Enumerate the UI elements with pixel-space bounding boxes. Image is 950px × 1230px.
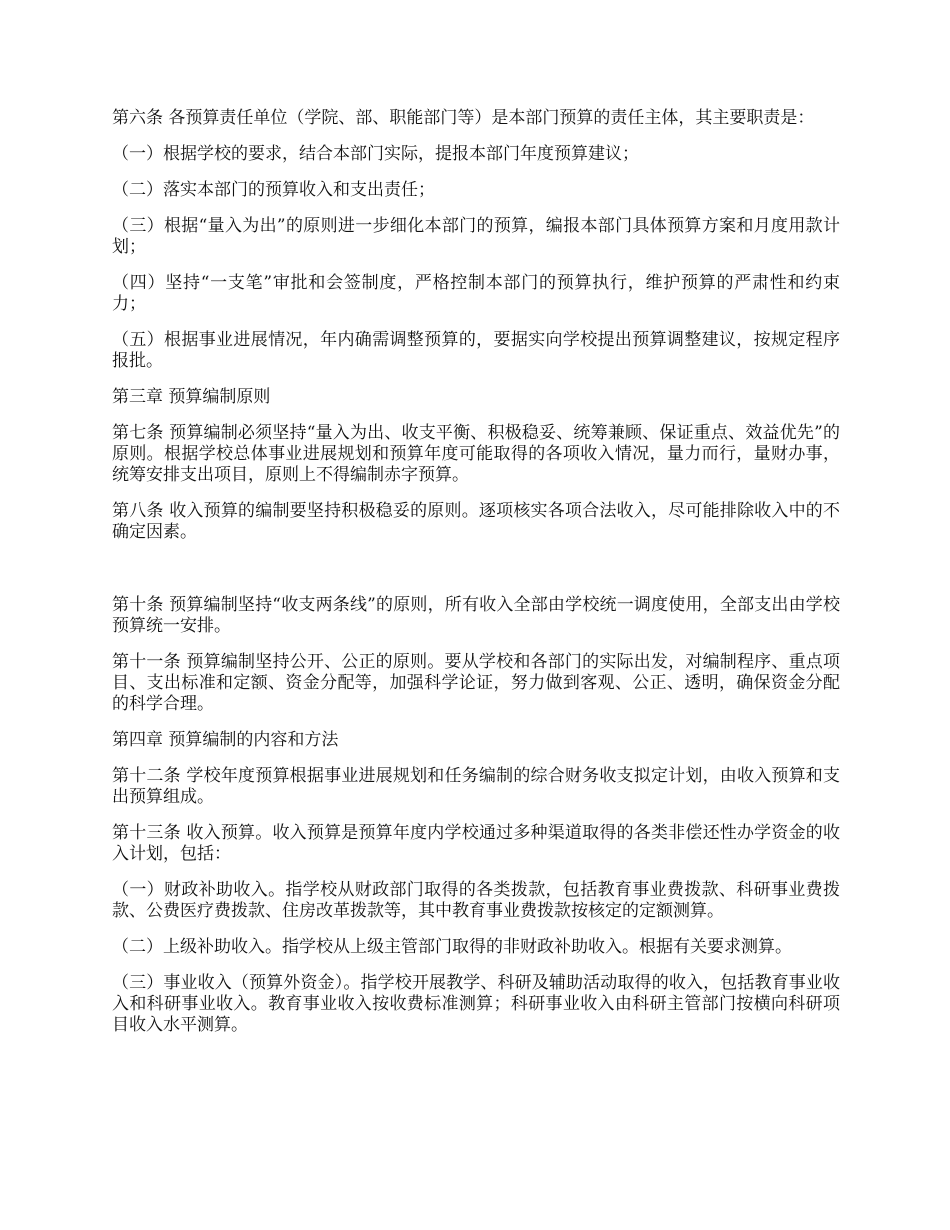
article-13-item-1: （一）财政补助收入。指学校从财政部门取得的各类拨款，包括教育事业费拨款、科研事业费拨款、公费医疗费拨款、住房改革拨款等，其中教育事业费拨款按核定的定额测算。	[112, 880, 840, 921]
article-6-item-4: （四）坚持“一支笔”审批和会签制度，严格控制本部门的预算执行，维护预算的严肃性和约束力；	[112, 273, 840, 314]
article-6-item-3: （三）根据“量入为出”的原则进一步细化本部门的预算，编报本部门具体预算方案和月度用款计划；	[112, 216, 840, 257]
article-12-paragraph: 第十二条 学校年度预算根据事业进展规划和任务编制的综合财务收支拟定计划，由收入预算和支出预算组成。	[112, 766, 840, 807]
blank-gap	[112, 558, 840, 595]
article-6-paragraph: 第六条 各预算责任单位（学院、部、职能部门等）是本部门预算的责任主体，其主要职责是：	[112, 108, 815, 128]
article-13-item-3: （三）事业收入（预算外资金）。指学校开展教学、科研及辅助活动取得的收入，包括教育事业收入和科研事业收入。教育事业收入按收费标准测算；科研事业收入由科研主管部门按横向科研项目收入水平测算。	[112, 973, 840, 1035]
article-10-paragraph: 第十条 预算编制坚持“收支两条线”的原则，所有收入全部由学校统一调度使用，全部支出由学校预算统一安排。	[112, 595, 840, 636]
article-13-paragraph: 第十三条 收入预算。收入预算是预算年度内学校通过多种渠道取得的各类非偿还性办学资金的收入计划，包括：	[112, 823, 840, 864]
article-7-paragraph: 第七条 预算编制必须坚持“量入为出、收支平衡、积极稳妥、统筹兼顾、保证重点、效益优先”的原则。根据学校总体事业进展规划和预算年度可能取得的各项收入情况，量力而行，量财办事，统筹安排支出项目，原则上不得编制赤字预算。	[112, 423, 840, 485]
article-8-paragraph: 第八条 收入预算的编制要坚持积极稳妥的原则。逐项核实各项合法收入，尽可能排除收入中的不确定因素。	[112, 501, 840, 542]
article-6-item-1: （一）根据学校的要求，结合本部门实际，提报本部门年度预算建议；	[112, 144, 639, 164]
chapter-3-heading: 第三章 预算编制原则	[112, 387, 271, 407]
article-6-item-2: （二）落实本部门的预算收入和支出责任；	[112, 180, 435, 200]
chapter-4-heading: 第四章 预算编制的内容和方法	[112, 730, 339, 750]
article-11-paragraph: 第十一条 预算编制坚持公开、公正的原则。要从学校和各部门的实际出发，对编制程序、重点项目、支出标准和定额、资金分配等，加强科学论证，努力做到客观、公正、透明，确保资金分配的科学合理。	[112, 652, 840, 714]
article-13-item-2: （二）上级补助收入。指学校从上级主管部门取得的非财政补助收入。根据有关要求测算。	[112, 937, 792, 957]
article-6-item-5: （五）根据事业进展情况，年内确需调整预算的，要据实向学校提出预算调整建议，按规定程序报批。	[112, 330, 840, 371]
document-page	[112, 108, 840, 1051]
